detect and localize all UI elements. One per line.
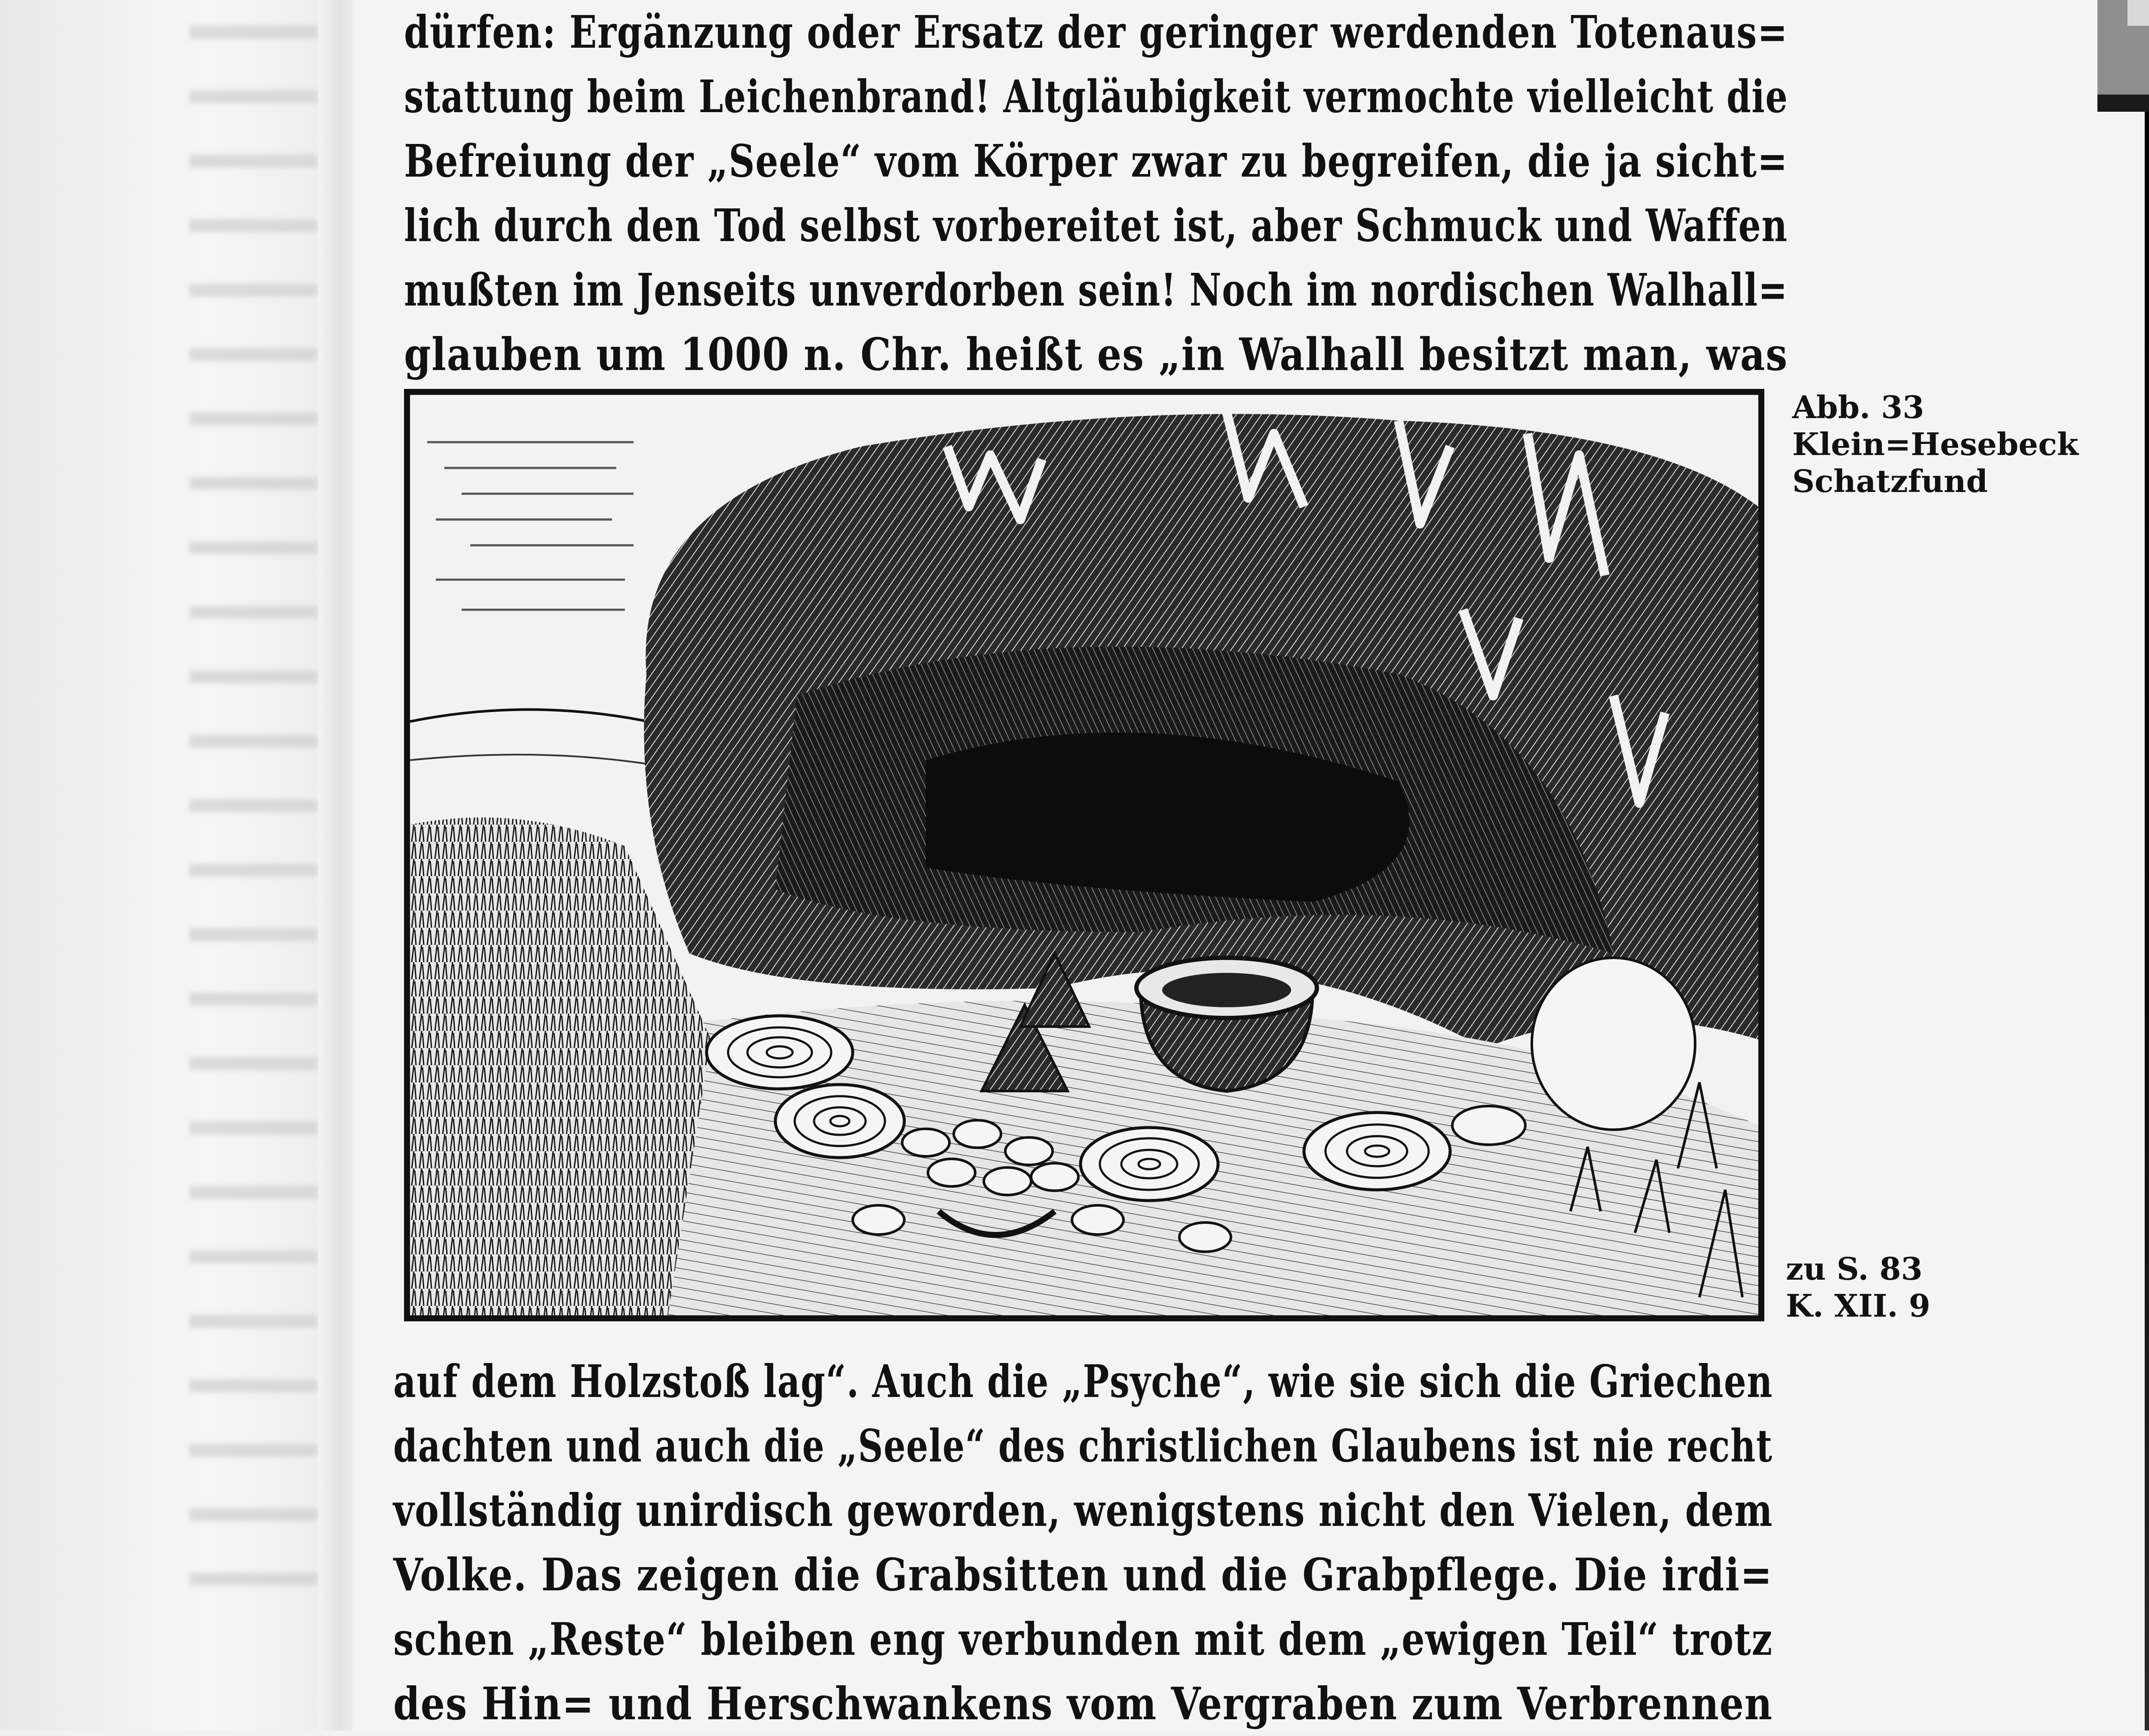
text-line: glauben um 1000 n. Chr. heißt es „in Walhall besitzt man, was — [404, 328, 1788, 381]
left-page-bleedthrough — [189, 26, 318, 1702]
text-line: dürfen: Ergänzung oder Ersatz der geringer werdenden Totenaus= — [404, 6, 1788, 58]
text-line: auf dem Holzstoß lag“. Auch die „Psyche“, wie sie sich die Griechen — [393, 1355, 1773, 1408]
text-line: stattung beim Leichenbrand! Altgläubigkeit vermochte vielleicht die — [404, 70, 1788, 123]
figure-reference — [1786, 1250, 1930, 1324]
text-line: schen „Reste“ bleiben eng verbunden mit dem „ewigen Teil“ trotz — [393, 1613, 1773, 1666]
body-text-bottom — [393, 1349, 1773, 1736]
text-line: mußten im Jenseits unverdorben sein! Noch im nordischen Walhall= — [404, 263, 1788, 316]
text-line: Befreiung der „Seele“ vom Körper zwar zu begreifen, die ja sicht= — [404, 134, 1788, 187]
caption-line: Klein=Hesebeck — [1792, 426, 2079, 462]
woodcut-illustration — [404, 389, 1764, 1321]
figure-caption — [1792, 389, 2079, 500]
text-line: vollständig unirdisch geworden, wenigstens nicht den Vielen, dem — [393, 1484, 1773, 1537]
background-edge-highlight — [2128, 0, 2149, 26]
caption-line: Schatzfund — [1792, 463, 1988, 499]
text-line: lich durch den Tod selbst vorbereitet ist, aber Schmuck und Waffen — [404, 199, 1788, 252]
text-line: dachten und auch die „Seele“ des christlichen Glaubens ist nie recht — [393, 1419, 1773, 1472]
reference-line: K. XII. 9 — [1786, 1287, 1931, 1324]
background-shadow — [2145, 112, 2149, 1730]
woodcut-illustration-icon — [410, 395, 1758, 1315]
text-line: des Hin= und Herschwankens vom Vergraben zum Verbrennen — [393, 1677, 1773, 1730]
caption-line: Abb. 33 — [1792, 389, 1924, 425]
reference-line: zu S. 83 — [1786, 1250, 1923, 1287]
body-text-top — [404, 0, 1788, 387]
text-line: Volke. Das zeigen die Grabsitten und die Grabpflege. Die irdi= — [393, 1548, 1773, 1601]
